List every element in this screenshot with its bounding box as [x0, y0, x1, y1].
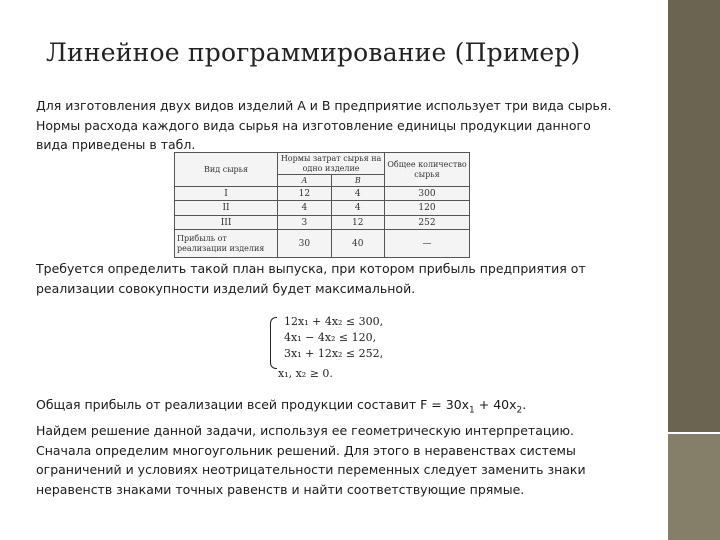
conclusion-line-4: ограничений и условиях неотрицательности переменных следует заменить знаки	[36, 462, 586, 477]
table-cell-profit-label: Прибыль от реализации изделия	[175, 230, 278, 258]
sidebar-decoration-bottom	[668, 434, 720, 540]
conclusion-line-5: неравенств знаками точных равенств и найти соответствующие прямые.	[36, 481, 525, 497]
table-header-total: Общее количество сырья	[384, 153, 469, 187]
intro-line-2: Нормы расхода каждого вида сырья на изготовление единицы продукции данного	[36, 117, 591, 133]
constraint-1: 12x₁ + 4x₂ ≤ 300,	[284, 315, 384, 328]
table-row	[175, 215, 470, 229]
profit-formula-mid: + 40x	[474, 397, 517, 412]
table-cell-b: 12	[331, 215, 384, 229]
table-header-b: B	[331, 175, 384, 187]
table-header-norms: Нормы затрат сырья на одно изделие	[278, 153, 385, 175]
table-row-profit	[175, 230, 470, 258]
system-brace	[270, 317, 277, 369]
constraint-2: 4x₁ − 4x₂ ≤ 120,	[284, 331, 377, 344]
profit-formula-end: .	[522, 397, 527, 412]
profit-formula-prefix: Общая прибыль от реализации всей продукции составит F = 30x	[36, 397, 470, 412]
constraint-3: 3x₁ + 12x₂ ≤ 252,	[284, 347, 384, 360]
constraint-system	[270, 315, 384, 385]
subscript-1: 1	[469, 405, 475, 416]
task-line-1: Требуется определить такой план выпуска, при котором прибыль предприятия от	[36, 261, 586, 276]
table-cell-b: 4	[331, 187, 384, 201]
sidebar-decoration-top	[668, 0, 720, 432]
table-cell-profit-total: —	[384, 230, 469, 258]
conclusion-paragraph	[36, 395, 636, 499]
conclusion-line-3: Сначала определим многоугольник решений. Для этого в неравенствах системы	[36, 442, 576, 458]
table-row	[175, 187, 470, 201]
subscript-2: 2	[516, 405, 523, 416]
table-cell-total: 252	[384, 215, 469, 229]
table-cell-profit-a: 30	[278, 230, 331, 258]
raw-materials-table	[174, 152, 470, 258]
table-cell-name: I	[175, 187, 278, 201]
intro-line-3: вида приведены в табл.	[36, 137, 196, 152]
table-cell-total: 120	[384, 201, 469, 215]
table-cell-a: 3	[278, 215, 331, 229]
task-line-2: реализации совокупности изделий будет максимальной.	[36, 280, 416, 296]
table-cell-name: II	[175, 201, 278, 215]
slide-title: Линейное программирование (Пример)	[46, 38, 581, 67]
table-header-raw: Вид сырья	[175, 153, 278, 187]
table-header-a: A	[278, 175, 331, 187]
intro-paragraph	[36, 96, 636, 155]
table-cell-a: 4	[278, 201, 331, 215]
table-row	[175, 201, 470, 215]
intro-line-1: Для изготовления двух видов изделий A и B предприятие использует три вида сырья.	[36, 98, 612, 113]
conclusion-line-2: Найдем решение данной задачи, используя ее геометрическую интерпретацию.	[36, 423, 574, 438]
nonnegativity-constraint: x₁, x₂ ≥ 0.	[278, 367, 333, 380]
table-cell-profit-b: 40	[331, 230, 384, 258]
profit-formula	[36, 395, 636, 421]
table-cell-b: 4	[331, 201, 384, 215]
table-cell-total: 300	[384, 187, 469, 201]
table-cell-a: 12	[278, 187, 331, 201]
task-paragraph	[36, 259, 636, 298]
table-cell-name: III	[175, 215, 278, 229]
